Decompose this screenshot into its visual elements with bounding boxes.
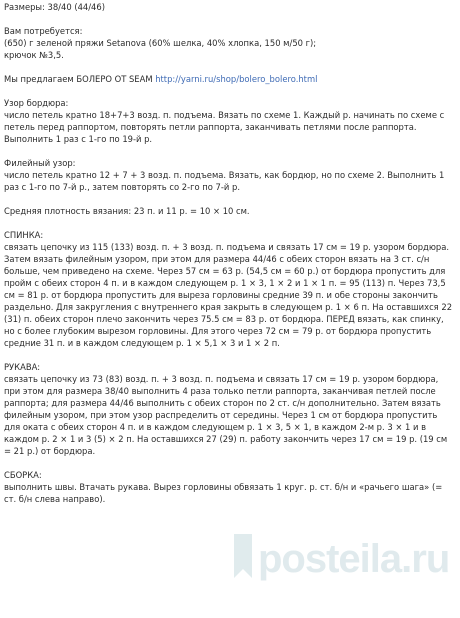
filet-pattern-heading: Филейный узор: [4,158,76,168]
border-pattern-text: число петель кратно 18+7+3 возд. п. подъема. Вязать по схеме 1. Каждый р. начинать по схеме с петель перед раппортом, повторять петли раппорта, заканчивать петлями после раппорта. Выполнить 1 раз с 1-го по 19-й р. [4,110,445,144]
back-heading: СПИНКА: [4,230,44,240]
sleeves-heading: РУКАВА: [4,362,41,372]
offer-line [4,73,456,85]
watermark-logo [228,526,454,588]
materials-yarn: (650) г зеленой пряжи Setanova (60% шелка, 40% хлопка, 150 м/50 г); [4,38,317,48]
document [4,1,456,505]
back-text: связать цепочку из 115 (133) возд. п. + 3 возд. п. подъема и связать 17 см = 19 р. узором бордюра. Затем вязать филейным узором, при этом для размера 44/46 с обеих сторон вязать на 3 ст. с/н больше, чем приведено на схеме. Через 57 см = 63 р. (54,5 см = 60 р.) от бордюра пропустить для пройм с обеих сторон 4 п. и в каждом следующем р. 1 × 3, 1 × 2 и 1 × 1 п. = 95 (113) п. Через 73,5 см = 81 р. от бордюра пропустить для выреза горловины средние 39 п. и обе стороны закончить раздельно. Для закругления с внутреннего края закрыть в следующем р. 1 × 6 п. На оставшихся 22 (31) п. обеих сторон плечо закончить через 75.5 см = 83 р. от бордюра. ПЕРЕД вязать, как спинку, но с более глубоким вырезом горловины. Для этого через 72 см = 79 р. от бордюра пропустить средние 31 п. и в каждом следующем р. 1 × 5,1 × 3 и 1 × 2 п. [4,242,453,348]
materials-heading: Вам потребуется: [4,26,83,36]
watermark-ribbon-icon [234,534,252,578]
assembly-heading: СБОРКА: [4,470,42,480]
filet-pattern-text: число петель кратно 12 + 7 + 3 возд. п. подъема. Вязать, как бордюр, но по схеме 2. Выполнить 1 раз с 1-го по 7-й р., затем повторять со 2-го по 7-й р. [4,170,445,192]
watermark-text: posteila.ru [258,537,450,581]
sizes-line: Размеры: 38/40 (44/46) [4,2,105,12]
gauge-line: Средняя плотность вязания: 23 п. и 11 р. = 10 × 10 см. [4,206,250,216]
sleeves-text: связать цепочку из 73 (83) возд. п. + 3 возд. п. подъема и связать 17 см = 19 р. узором бордюра, при этом для размера 38/40 выполнить 4 раза только петли раппорта, заканчивая петлей после раппорта; для размера 44/46 выполнить с обеих сторон по 2 ст. с/н дополнительно. Затем вязать филейным узором, при этом узор распределить от середины. Через 1 см от бордюра пропустить для оката с обеих сторон 4 п. и в каждом следующем р. 1 × 3, 5 × 1, в каждом 2-м р. 3 × 1 и в каждом р. 2 × 1 и 3 (5) × 2 п. На оставшихся 27 (29) п. работу закончить через 17 см = 19 р. (19 см = 21 р.) от бордюра. [4,374,448,456]
materials-hook: крючок №3,5. [4,50,64,60]
shop-link[interactable]: http://yarni.ru/shop/bolero_bolero.html [155,74,318,84]
offer-text: Мы предлагаем БОЛЕРО ОТ SEAM [4,74,156,84]
assembly-text: выполнить швы. Втачать рукава. Вырез горловины обвязать 1 круг. р. ст. б/н и «рачьего шага» (= ст. б/н слева направо). [4,482,443,504]
border-pattern-heading: Узор бордюра: [4,98,69,108]
